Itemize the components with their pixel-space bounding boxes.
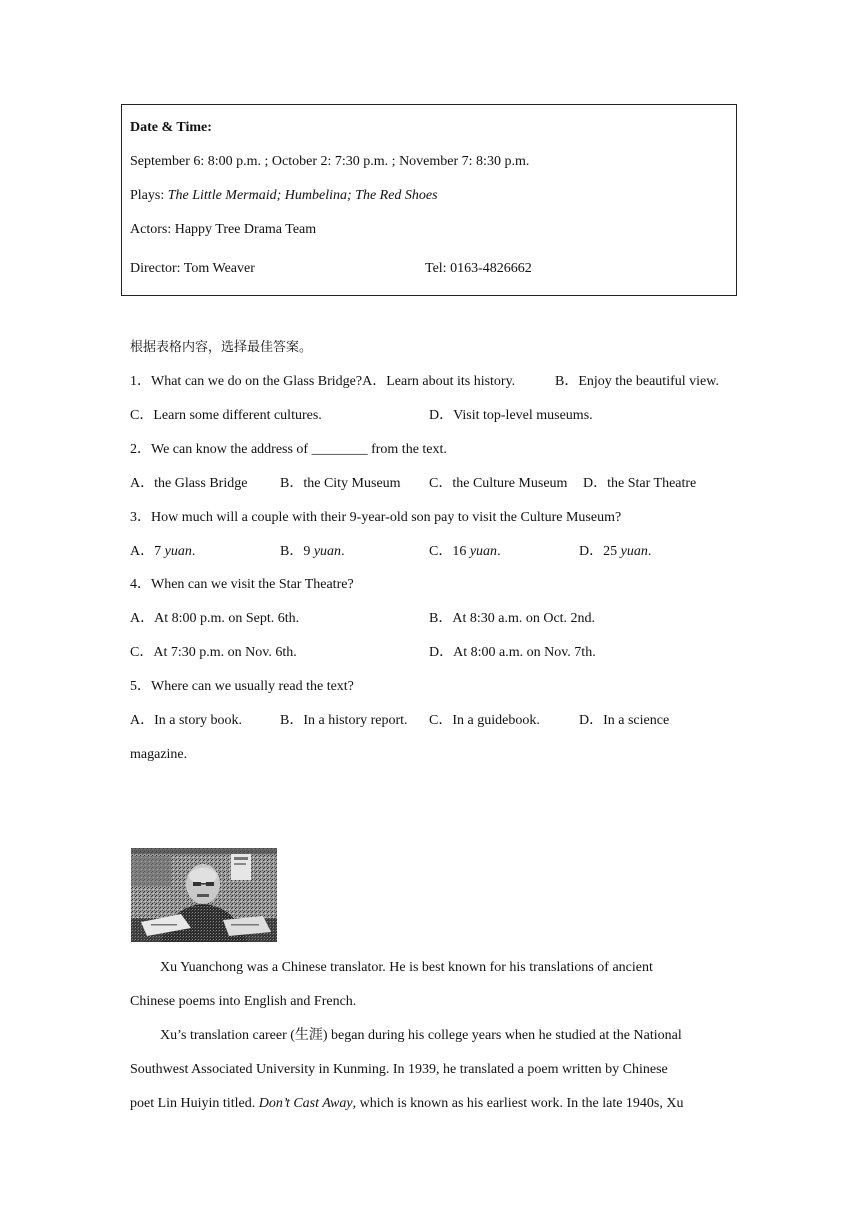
option-suffix: . <box>191 544 196 559</box>
poem-title: Don’t Cast Away <box>258 1096 353 1111</box>
option-suffix: . <box>497 544 501 559</box>
question-5-option-a: A．In a story book. <box>130 713 242 728</box>
question-5-option-d: D．In a science <box>579 713 670 728</box>
date-time-values: September 6: 8:00 p.m. ; October 2: 7:30 p.m. ; November 7: 8:30 p.m. <box>130 154 530 169</box>
option-suffix: . <box>341 544 345 559</box>
question-4-option-c: C．At 7:30 p.m. on Nov. 6th. <box>130 645 297 660</box>
question-2-option-c: C．the Culture Museum <box>429 476 568 491</box>
option-unit: yuan <box>469 544 498 559</box>
question-2-stem: 2．We can know the address of ________ from the text. <box>130 442 447 457</box>
passage-p2-line2: Southwest Associated University in Kunming. In 1939, he translated a poem written by Chinese <box>130 1062 668 1077</box>
question-1-option-d: D．Visit top-level museums. <box>429 408 593 423</box>
question-4-option-b: B．At 8:30 a.m. on Oct. 2nd. <box>429 611 596 626</box>
question-2-option-a: A．the Glass Bridge <box>130 476 248 491</box>
question-3-option-c <box>429 543 501 561</box>
question-3-option-d <box>579 543 651 561</box>
date-time-heading: Date & Time: <box>130 120 212 135</box>
question-2-option-b: B．the City Museum <box>280 476 401 491</box>
option-text: C．16 <box>429 544 470 559</box>
option-suffix: . <box>647 544 652 559</box>
option-text: B．9 <box>280 544 314 559</box>
passage-p2-line3 <box>130 1095 683 1113</box>
option-text: A．7 <box>130 544 165 559</box>
question-1 <box>130 373 515 391</box>
option-unit: yuan <box>620 544 648 559</box>
plays-titles: The Little Mermaid; Humbelina; The Red Shoes <box>167 188 438 203</box>
question-1-stem: 1．What can we do on the Glass Bridge? <box>130 374 363 389</box>
question-1-option-a: A．Learn about its history. <box>362 374 516 389</box>
question-5-option-d-continued: magazine. <box>130 747 188 762</box>
option-text: D．25 <box>579 544 621 559</box>
instruction-text: 根据表格内容，选择最佳答案。 <box>130 340 313 355</box>
passage-text: poet Lin Huiyin titled. <box>130 1096 259 1111</box>
passage-p2-line1: Xu’s translation career (生涯) began during his college years when he studied at the National <box>160 1028 682 1043</box>
plays-line <box>130 187 438 205</box>
passage-p1-line1: Xu Yuanchong was a Chinese translator. He is best known for his translations of ancient <box>160 960 653 975</box>
passage-p1-line2: Chinese poems into English and French. <box>130 994 357 1009</box>
question-1-option-c: C．Learn some different cultures. <box>130 408 322 423</box>
actors-line: Actors: Happy Tree Drama Team <box>130 222 317 237</box>
portrait-photo <box>131 848 277 942</box>
tel-line: Tel: 0163-4826662 <box>425 261 532 276</box>
question-3-stem: 3．How much will a couple with their 9-year-old son pay to visit the Culture Museum? <box>130 510 622 525</box>
question-4-stem: 4．When can we visit the Star Theatre? <box>130 577 354 592</box>
director-line: Director: Tom Weaver <box>130 261 255 276</box>
question-5-stem: 5．Where can we usually read the text? <box>130 679 354 694</box>
plays-label: Plays: <box>130 188 168 203</box>
option-unit: yuan <box>313 544 342 559</box>
question-1-option-b: B．Enjoy the beautiful view. <box>555 374 719 389</box>
question-5-option-c: C．In a guidebook. <box>429 713 540 728</box>
question-4-option-a: A．At 8:00 p.m. on Sept. 6th. <box>130 611 300 626</box>
option-unit: yuan <box>164 544 192 559</box>
question-4-option-d: D．At 8:00 a.m. on Nov. 7th. <box>429 645 596 660</box>
question-3-option-b <box>280 543 345 561</box>
question-5-option-b: B．In a history report. <box>280 713 408 728</box>
question-2-option-d: D．the Star Theatre <box>583 476 697 491</box>
question-3-option-a <box>130 543 195 561</box>
passage-text: , which is known as his earliest work. In the late 1940s, Xu <box>352 1096 684 1111</box>
